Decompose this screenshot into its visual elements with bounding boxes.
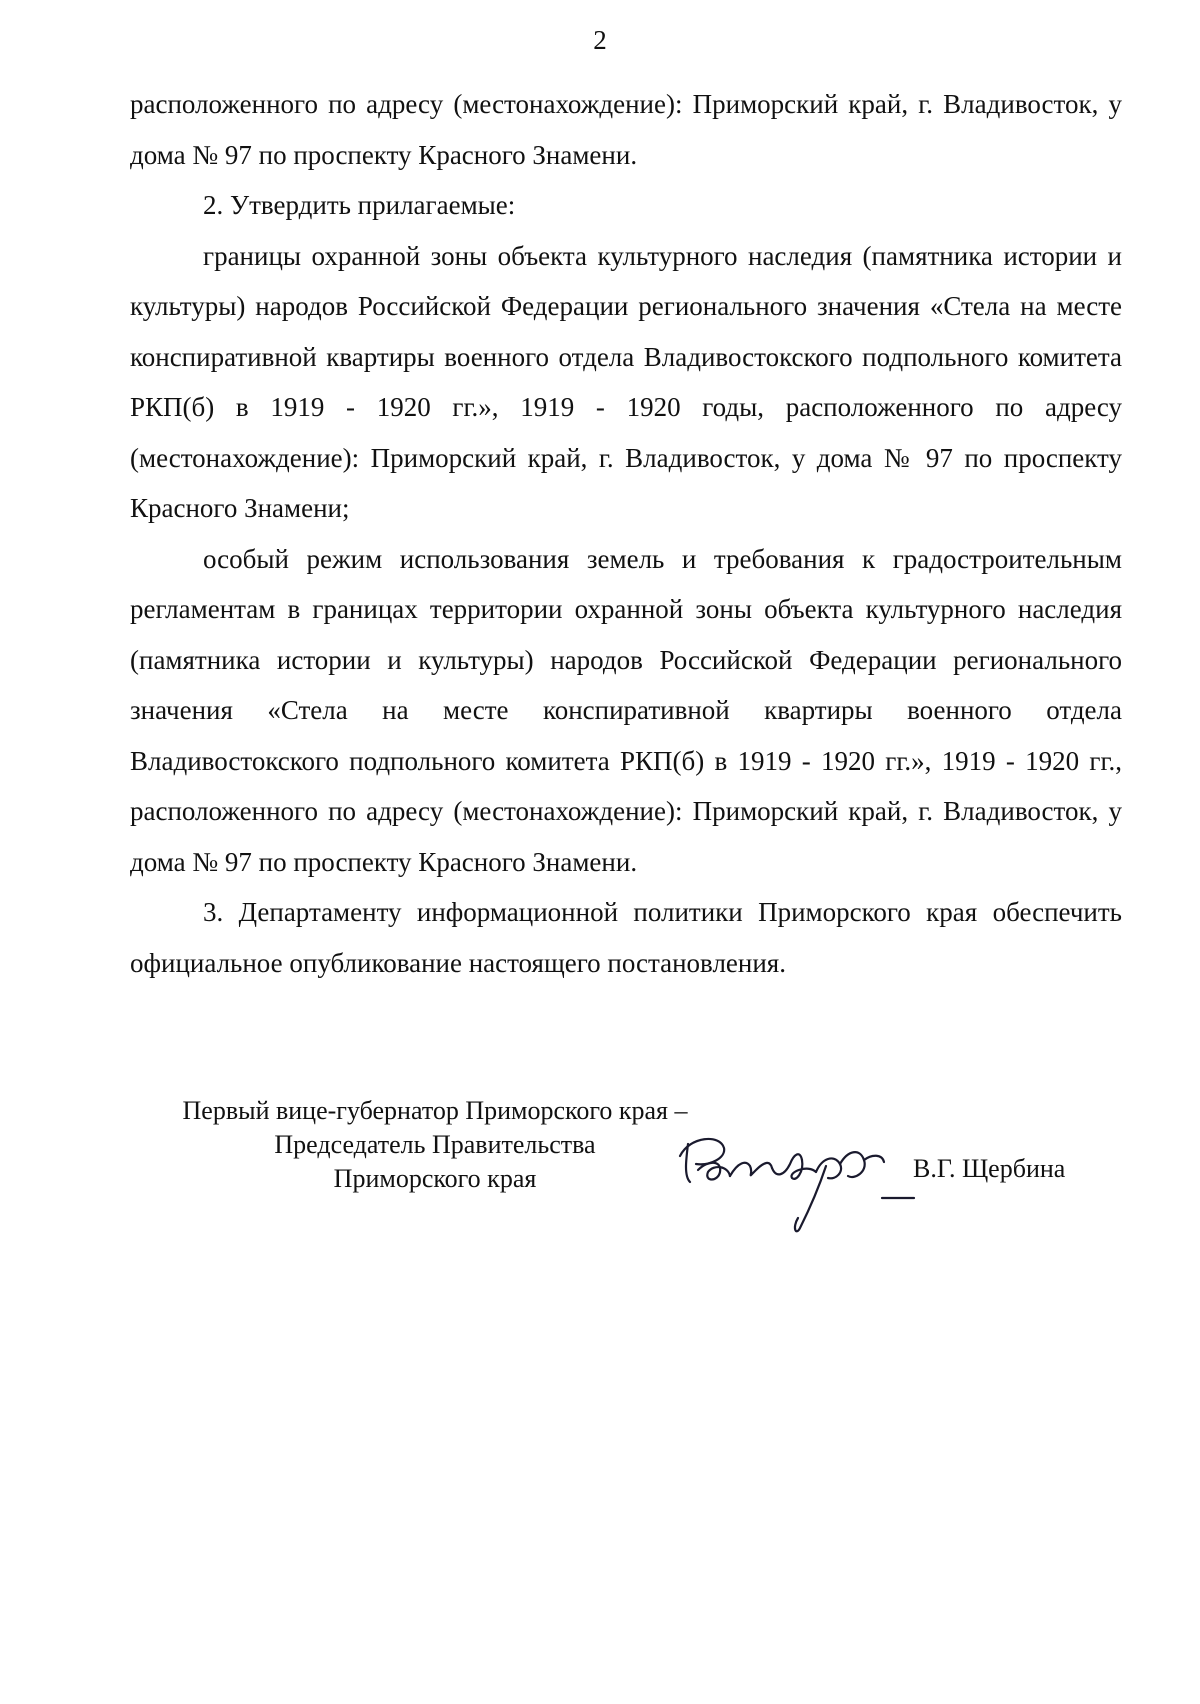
document-body [130,79,1122,988]
signatory-name: В.Г. Щербина [913,1154,1066,1183]
signatory-title-line: Приморского края [333,1164,537,1193]
signatory-title-line: Председатель Правительства [274,1130,596,1159]
signatory-title [110,1094,760,1196]
paragraph-land-use-regime: особый режим использования земель и требования к градостроительным регламентам в границах территории охранной зоны объекта культурного наследия (памятника истории и культуры) народов Российской Федерации регионального значения «Стела на месте конспиративной квартиры военного отдела Владивостокского подпольного комитета РКП(б) в 1919 - 1920 гг.», 1919 - 1920 гг., расположенного по адресу (местонахождение): Приморский край, г. Владивосток, у дома № 97 по проспекту Красного Знамени. [130,543,1122,877]
paragraph-address-continuation: расположенного по адресу (местонахождение): Приморский край, г. Владивосток, у дома № 97 по проспекту Красного Знамени. [130,89,1122,170]
paragraph-protection-zone-boundaries: границы охранной зоны объекта культурного наследия (памятника истории и культуры) народов Российской Федерации регионального значения «Стела на месте конспиративной квартиры военного отдела Владивостокского подпольного комитета РКП(б) в 1919 - 1920 гг.», 1919 - 1920 годы, расположенного по адресу (местонахождение): Приморский край, г. Владивосток, у дома № 97 по проспекту Красного Знамени; [130,240,1122,523]
handwritten-signature [668,1120,928,1240]
paragraph-item-3: 3. Департаменту информационной политики Приморского края обеспечить официальное опубликование настоящего постановления. [130,897,1122,978]
signatory-title-line: Первый вице-губернатор Приморского края – [182,1096,688,1125]
paragraph-item-2: 2. Утвердить прилагаемые: [203,190,516,220]
page-number: 2 [593,25,607,55]
